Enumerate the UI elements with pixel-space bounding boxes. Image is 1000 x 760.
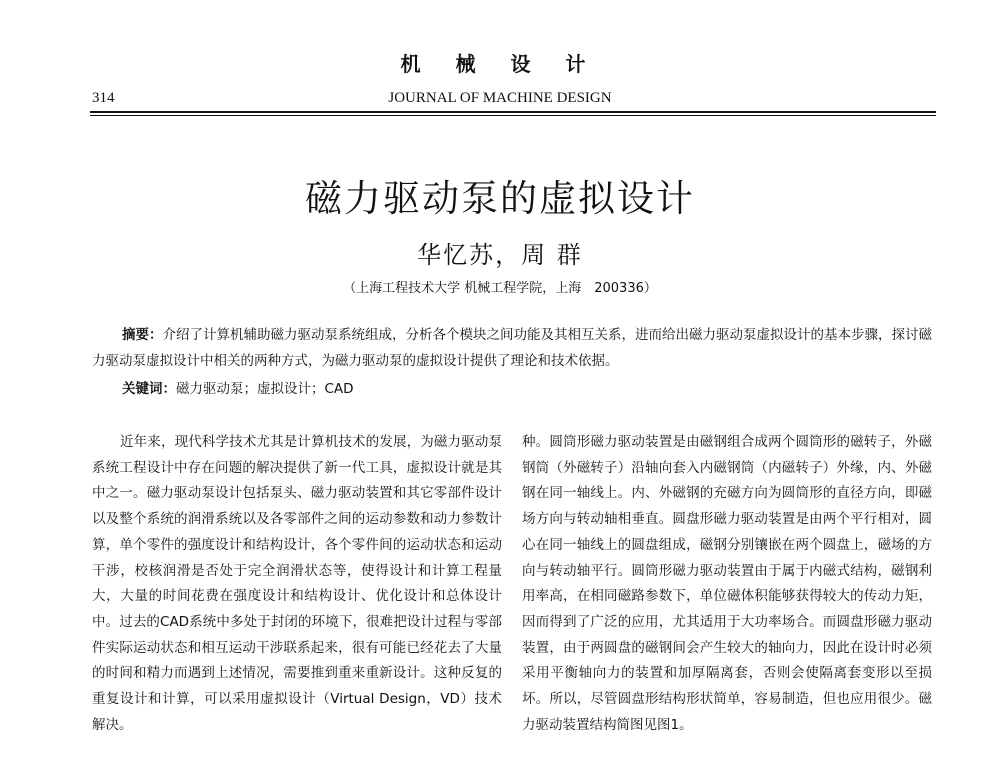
journal-title-english: JOURNAL OF MACHINE DESIGN [388, 90, 612, 106]
page-number: 314 [92, 90, 115, 106]
author-affiliation: （上海工程技术大学 机械工程学院，上海 200336） [343, 281, 657, 296]
abstract [92, 322, 937, 374]
keywords-text: 磁力驱动泵；虚拟设计；CAD [176, 381, 354, 397]
body-column-right: 种。圆筒形磁力驱动装置是由磁钢组合成两个圆筒形的磁转子，外磁钢筒（外磁转子）沿轴向套入内磁钢筒（内磁转子）外缘，内、外磁钢在同一轴线上。内、外磁钢的充磁方向为圆筒形的直径方向，即磁场方向与转动轴相垂直。圆盘形磁力驱动装置是由两个平行相对，圆心在同一轴线上的圆盘组成，磁钢分别镶嵌在两个圆盘上，磁场的方向与转动轴平行。圆筒形磁力驱动装置由于属于内磁式结构，磁钢利用率高，在相同磁路参数下，单位磁体积能够获得较大的传动力矩，因而得到了广泛的应用，尤其适用于大功率场合。而圆盘形磁力驱动装置，由于两圆盘的磁钢间会产生较大的轴向力，因此在设计时必须采用平衡轴向力的装置和加厚隔离套，否则会使隔离套变形以至损坏。所以，尽管圆盘形结构形状简单，容易制造，但也应用很少。磁力驱动装置结构简图见图1。 [522, 434, 932, 733]
body-column-left: 近年来，现代科学技术尤其是计算机技术的发展，为磁力驱动泵系统工程设计中存在问题的解决提供了新一代工具，虚拟设计就是其中之一。磁力驱动泵设计包括泵头、磁力驱动装置和其它零部件设计以及整个系统的润滑系统以及各零部件之间的运动参数和动力参数计算，单个零件的强度设计和结构设计，各个零件间的运动状态和运动干涉，校核润滑是否处于完全润滑状态等，使得设计和计算工程量大，大量的时间花费在强度设计和结构设计、优化设计和总体设计中。过去的CAD系统中多处于封闭的环境下，很难把设计过程与零部件实际运动状态和相互运动干涉联系起来，很有可能已经花去了大量的时间和精力而遇到上述情况，需要推到重来重新设计。这种反复的重复设计和计算，可以采用虚拟设计（Virtual Design，VD）技术解决。 [92, 434, 502, 733]
keywords-label: 关键词： [122, 381, 176, 397]
abstract-text: 介绍了计算机辅助磁力驱动泵系统组成，分析各个模块之间功能及其相互关系，进而给出磁力驱动泵虚拟设计的基本步骤，探讨磁力驱动泵虚拟设计中相关的两种方式，为磁力驱动泵的虚拟设计提供了理论和技术依据。 [92, 327, 932, 369]
keywords [122, 377, 354, 397]
abstract-label: 摘要： [122, 327, 163, 343]
article-title: 磁力驱动泵的虚拟设计 [305, 177, 695, 220]
article-authors: 华忆苏，周 群 [417, 241, 583, 269]
header-rule [90, 111, 936, 116]
journal-title-chinese: 机 械 设 计 [400, 52, 600, 76]
